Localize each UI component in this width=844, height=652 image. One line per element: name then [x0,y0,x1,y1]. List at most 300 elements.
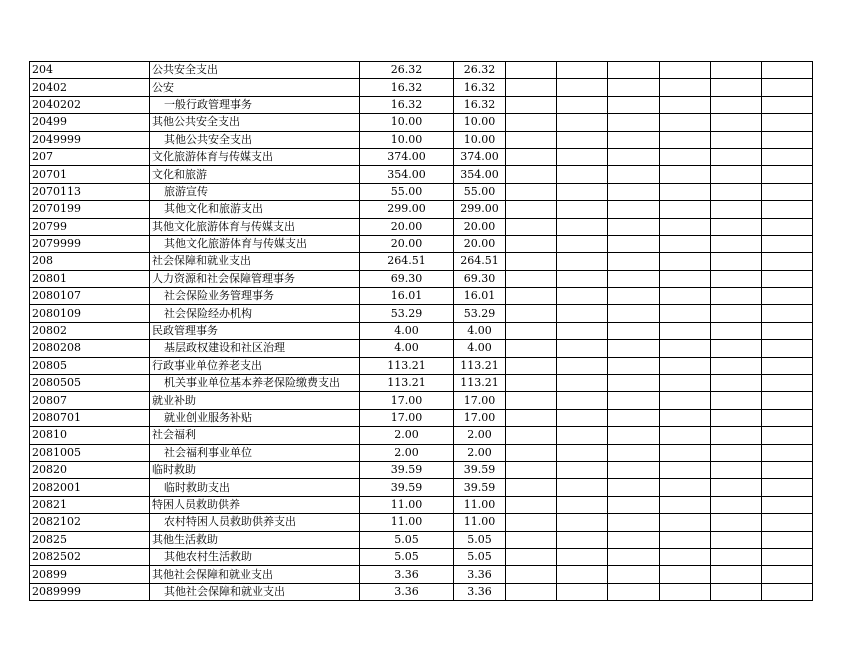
total-amount-cell: 11.00 [360,496,454,513]
subject-name-cell [150,201,360,218]
subject-name-cell [150,444,360,461]
empty-cell [608,253,660,270]
total-amount-cell: 39.59 [360,479,454,496]
empty-cell [557,131,608,148]
empty-cell [506,375,557,392]
empty-cell [608,392,660,409]
total-amount-cell: 5.05 [360,531,454,548]
total-amount-cell: 55.00 [360,183,454,200]
table-body [30,62,813,601]
empty-cell [608,514,660,531]
empty-cell [711,305,762,322]
empty-cell [608,583,660,600]
empty-cell [608,409,660,426]
empty-cell [660,288,711,305]
empty-cell [762,392,813,409]
empty-cell [711,375,762,392]
table-row [30,305,813,322]
empty-cell [557,201,608,218]
empty-cell [660,322,711,339]
empty-cell [660,392,711,409]
table-row [30,131,813,148]
basic-amount-cell: 11.00 [454,514,506,531]
empty-cell [506,166,557,183]
subject-name-text: 其他社会保障和就业支出 [164,584,285,598]
subject-name-text: 文化和旅游 [152,167,207,181]
table-row [30,409,813,426]
empty-cell [608,166,660,183]
empty-cell [660,444,711,461]
empty-cell [608,62,660,79]
subject-code-cell: 20810 [30,427,150,444]
subject-name-cell [150,131,360,148]
subject-name-text: 临时救助支出 [164,480,230,494]
empty-cell [557,461,608,478]
total-amount-cell: 113.21 [360,357,454,374]
empty-cell [762,270,813,287]
subject-code-cell: 2080208 [30,340,150,357]
subject-code-cell: 20807 [30,392,150,409]
empty-cell [711,218,762,235]
subject-name-cell [150,409,360,426]
empty-cell [557,392,608,409]
empty-cell [660,235,711,252]
subject-code-cell: 20499 [30,114,150,131]
subject-name-text: 人力资源和社会保障管理事务 [152,271,295,285]
empty-cell [762,357,813,374]
subject-code-cell: 20701 [30,166,150,183]
subject-name-cell [150,566,360,583]
empty-cell [506,183,557,200]
empty-cell [506,79,557,96]
empty-cell [711,235,762,252]
basic-amount-cell: 2.00 [454,427,506,444]
table-row [30,270,813,287]
empty-cell [660,427,711,444]
empty-cell [711,114,762,131]
empty-cell [762,461,813,478]
basic-amount-cell: 10.00 [454,114,506,131]
empty-cell [660,479,711,496]
empty-cell [762,166,813,183]
empty-cell [762,201,813,218]
basic-amount-cell: 113.21 [454,375,506,392]
empty-cell [608,201,660,218]
empty-cell [608,479,660,496]
basic-amount-cell: 16.01 [454,288,506,305]
basic-amount-cell: 4.00 [454,340,506,357]
empty-cell [711,131,762,148]
empty-cell [608,322,660,339]
total-amount-cell: 16.01 [360,288,454,305]
empty-cell [557,235,608,252]
empty-cell [608,131,660,148]
empty-cell [506,548,557,565]
empty-cell [660,253,711,270]
table-row [30,322,813,339]
empty-cell [557,531,608,548]
empty-cell [557,514,608,531]
empty-cell [711,340,762,357]
empty-cell [608,566,660,583]
table-row [30,496,813,513]
basic-amount-cell: 26.32 [454,62,506,79]
subject-name-cell [150,288,360,305]
empty-cell [762,531,813,548]
empty-cell [711,62,762,79]
empty-cell [711,270,762,287]
basic-amount-cell: 17.00 [454,409,506,426]
empty-cell [557,427,608,444]
empty-cell [608,288,660,305]
empty-cell [660,218,711,235]
subject-code-cell: 20899 [30,566,150,583]
subject-name-cell [150,114,360,131]
empty-cell [506,322,557,339]
empty-cell [711,566,762,583]
empty-cell [711,444,762,461]
subject-code-cell: 2080701 [30,409,150,426]
subject-name-cell [150,496,360,513]
subject-code-cell: 2070113 [30,183,150,200]
basic-amount-cell: 69.30 [454,270,506,287]
empty-cell [608,79,660,96]
total-amount-cell: 374.00 [360,148,454,165]
table-row [30,479,813,496]
subject-name-cell [150,392,360,409]
empty-cell [557,218,608,235]
table-row [30,201,813,218]
empty-cell [608,235,660,252]
empty-cell [557,566,608,583]
empty-cell [506,62,557,79]
empty-cell [762,409,813,426]
table-row [30,340,813,357]
table-row [30,148,813,165]
empty-cell [711,148,762,165]
empty-cell [711,322,762,339]
subject-name-cell [150,357,360,374]
empty-cell [711,479,762,496]
subject-code-cell: 208 [30,253,150,270]
empty-cell [557,288,608,305]
empty-cell [557,305,608,322]
subject-code-cell: 2080109 [30,305,150,322]
empty-cell [711,79,762,96]
empty-cell [660,62,711,79]
empty-cell [506,427,557,444]
subject-name-text: 公安 [152,80,174,94]
subject-code-cell: 207 [30,148,150,165]
total-amount-cell: 20.00 [360,218,454,235]
empty-cell [608,461,660,478]
total-amount-cell: 4.00 [360,322,454,339]
total-amount-cell: 354.00 [360,166,454,183]
subject-code-cell: 2079999 [30,235,150,252]
empty-cell [711,583,762,600]
basic-amount-cell: 4.00 [454,322,506,339]
empty-cell [711,427,762,444]
subject-name-cell [150,340,360,357]
subject-name-cell [150,583,360,600]
basic-amount-cell: 39.59 [454,461,506,478]
total-amount-cell: 4.00 [360,340,454,357]
empty-cell [711,496,762,513]
empty-cell [557,79,608,96]
empty-cell [557,166,608,183]
empty-cell [711,409,762,426]
subject-name-text: 临时救助 [152,463,196,477]
empty-cell [608,183,660,200]
table-row [30,427,813,444]
subject-name-text: 其他公共安全支出 [152,115,240,129]
subject-name-text: 其他文化和旅游支出 [164,202,263,216]
table-row [30,531,813,548]
basic-amount-cell: 20.00 [454,235,506,252]
empty-cell [608,305,660,322]
basic-amount-cell: 2.00 [454,444,506,461]
subject-code-cell: 20821 [30,496,150,513]
table-row [30,392,813,409]
table-row [30,583,813,600]
empty-cell [762,444,813,461]
basic-amount-cell: 299.00 [454,201,506,218]
empty-cell [660,409,711,426]
empty-cell [608,548,660,565]
empty-cell [660,114,711,131]
empty-cell [762,514,813,531]
empty-cell [557,114,608,131]
empty-cell [506,270,557,287]
empty-cell [660,183,711,200]
basic-amount-cell: 3.36 [454,583,506,600]
empty-cell [711,548,762,565]
empty-cell [557,496,608,513]
empty-cell [608,270,660,287]
empty-cell [660,566,711,583]
empty-cell [506,566,557,583]
empty-cell [762,148,813,165]
subject-name-text: 社会福利事业单位 [164,445,252,459]
empty-cell [660,305,711,322]
table-row [30,114,813,131]
empty-cell [608,96,660,113]
subject-name-text: 公共安全支出 [152,63,218,77]
empty-cell [557,444,608,461]
basic-amount-cell: 39.59 [454,479,506,496]
empty-cell [608,444,660,461]
empty-cell [506,409,557,426]
empty-cell [762,548,813,565]
empty-cell [711,166,762,183]
empty-cell [660,96,711,113]
table-row [30,548,813,565]
empty-cell [506,583,557,600]
empty-cell [506,148,557,165]
empty-cell [506,514,557,531]
total-amount-cell: 16.32 [360,96,454,113]
empty-cell [711,514,762,531]
subject-name-text: 其他文化旅游体育与传媒支出 [164,237,307,251]
empty-cell [608,531,660,548]
subject-name-text: 农村特困人员救助供养支出 [164,515,296,529]
table-row [30,461,813,478]
empty-cell [557,62,608,79]
empty-cell [762,131,813,148]
total-amount-cell: 39.59 [360,461,454,478]
basic-amount-cell: 354.00 [454,166,506,183]
subject-code-cell: 20799 [30,218,150,235]
subject-name-text: 社会福利 [152,428,196,442]
table-row [30,96,813,113]
table-row [30,375,813,392]
subject-code-cell: 2081005 [30,444,150,461]
basic-amount-cell: 16.32 [454,96,506,113]
subject-name-cell [150,305,360,322]
subject-name-text: 就业创业服务补贴 [164,411,252,424]
empty-cell [762,288,813,305]
subject-code-cell: 20825 [30,531,150,548]
table-row [30,235,813,252]
empty-cell [762,322,813,339]
empty-cell [762,375,813,392]
subject-name-cell [150,322,360,339]
total-amount-cell: 26.32 [360,62,454,79]
basic-amount-cell: 113.21 [454,357,506,374]
table-row [30,183,813,200]
empty-cell [557,340,608,357]
empty-cell [506,114,557,131]
total-amount-cell: 16.32 [360,79,454,96]
empty-cell [557,96,608,113]
empty-cell [608,357,660,374]
empty-cell [557,548,608,565]
empty-cell [506,288,557,305]
subject-name-cell [150,427,360,444]
total-amount-cell: 53.29 [360,305,454,322]
empty-cell [762,183,813,200]
empty-cell [608,114,660,131]
total-amount-cell: 11.00 [360,514,454,531]
subject-name-cell [150,461,360,478]
empty-cell [506,340,557,357]
subject-name-cell [150,531,360,548]
total-amount-cell: 17.00 [360,409,454,426]
empty-cell [506,444,557,461]
empty-cell [762,427,813,444]
empty-cell [557,375,608,392]
empty-cell [660,375,711,392]
empty-cell [762,114,813,131]
subject-code-cell: 20801 [30,270,150,287]
empty-cell [762,235,813,252]
subject-code-cell: 2089999 [30,583,150,600]
basic-amount-cell: 16.32 [454,79,506,96]
empty-cell [660,79,711,96]
total-amount-cell: 2.00 [360,444,454,461]
subject-name-cell [150,235,360,252]
total-amount-cell: 3.36 [360,583,454,600]
empty-cell [660,583,711,600]
empty-cell [711,253,762,270]
subject-name-text: 基层政权建设和社区治理 [164,341,285,355]
empty-cell [506,96,557,113]
empty-cell [557,148,608,165]
table-row [30,288,813,305]
subject-name-text: 一般行政管理事务 [164,97,252,111]
empty-cell [660,166,711,183]
total-amount-cell: 10.00 [360,131,454,148]
empty-cell [557,357,608,374]
subject-code-cell: 2082102 [30,514,150,531]
empty-cell [762,62,813,79]
empty-cell [660,531,711,548]
table-row [30,514,813,531]
empty-cell [608,427,660,444]
empty-cell [506,357,557,374]
basic-amount-cell: 5.05 [454,548,506,565]
empty-cell [660,461,711,478]
empty-cell [762,218,813,235]
empty-cell [762,79,813,96]
empty-cell [506,253,557,270]
empty-cell [660,201,711,218]
empty-cell [762,496,813,513]
empty-cell [711,392,762,409]
subject-name-cell [150,96,360,113]
empty-cell [762,583,813,600]
basic-amount-cell: 5.05 [454,531,506,548]
subject-code-cell: 2040202 [30,96,150,113]
empty-cell [608,148,660,165]
empty-cell [506,235,557,252]
table-row [30,357,813,374]
subject-name-text: 社会保险经办机构 [164,306,252,320]
total-amount-cell: 5.05 [360,548,454,565]
empty-cell [762,566,813,583]
empty-cell [660,131,711,148]
basic-amount-cell: 53.29 [454,305,506,322]
basic-amount-cell: 11.00 [454,496,506,513]
total-amount-cell: 3.36 [360,566,454,583]
total-amount-cell: 69.30 [360,270,454,287]
empty-cell [762,340,813,357]
empty-cell [711,183,762,200]
empty-cell [557,253,608,270]
empty-cell [762,96,813,113]
empty-cell [711,357,762,374]
empty-cell [762,305,813,322]
total-amount-cell: 10.00 [360,114,454,131]
subject-name-text: 机关事业单位基本养老保险缴费支出 [164,376,340,390]
subject-name-text: 其他社会保障和就业支出 [152,567,273,581]
empty-cell [608,496,660,513]
subject-code-cell: 2082502 [30,548,150,565]
empty-cell [711,201,762,218]
subject-code-cell: 20805 [30,357,150,374]
empty-cell [711,461,762,478]
empty-cell [762,479,813,496]
empty-cell [762,253,813,270]
empty-cell [557,409,608,426]
subject-name-text: 其他农村生活救助 [164,550,252,564]
empty-cell [660,514,711,531]
subject-name-text: 行政事业单位养老支出 [152,358,262,372]
empty-cell [506,201,557,218]
subject-name-cell [150,166,360,183]
empty-cell [557,270,608,287]
basic-amount-cell: 17.00 [454,392,506,409]
